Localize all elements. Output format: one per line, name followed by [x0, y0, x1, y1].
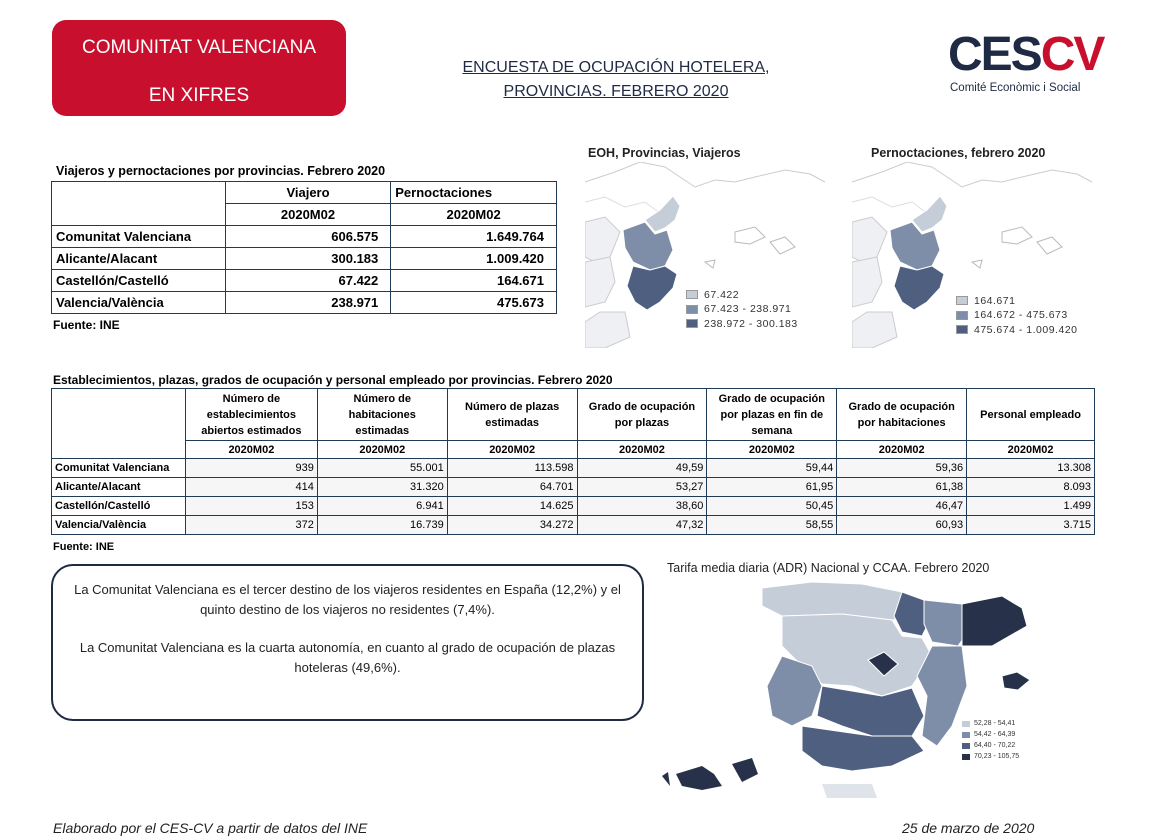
badge-line2: EN XIFRES: [148, 85, 250, 106]
map2-legend: [956, 294, 1078, 338]
column-header: Número de establecimientos abiertos estimados: [185, 389, 317, 441]
column-period: 2020M02: [707, 441, 837, 459]
logo-subtitle: Comité Econòmic i Social: [950, 82, 1081, 94]
header-viajero: Viajero: [225, 182, 391, 204]
highlight-paragraph-2: La Comunitat Valenciana es la cuarta autonomía, en cuanto al grado de ocupación de plazas hoteleras (49,6%).: [79, 640, 616, 675]
period-pernoctaciones: 2020M02: [391, 204, 557, 226]
period-viajero: 2020M02: [225, 204, 391, 226]
row-label: Comunitat Valenciana: [52, 226, 226, 248]
legend-item: 70,23 - 105,75: [974, 753, 1020, 760]
table-cell: 16.739: [317, 516, 447, 535]
table-row: [52, 248, 557, 270]
legend-item: 475.674 - 1.009.420: [974, 323, 1078, 336]
badge-line1: COMUNITAT VALENCIANA: [81, 37, 316, 58]
cell-viajeros: 300.183: [225, 248, 391, 270]
table1-source: Fuente: INE: [53, 318, 120, 332]
cell-pernoctaciones: 1.649.764: [391, 226, 557, 248]
table-cell: 59,44: [707, 459, 837, 478]
table2-title: Establecimientos, plazas, grados de ocupación y personal empleado por provincias. Febrero 2020: [53, 373, 613, 387]
cescv-logo: [948, 30, 1108, 100]
legend-item: 64,40 - 70,22: [974, 742, 1016, 749]
logo-cv: CV: [1040, 28, 1104, 81]
table-cell: 58,55: [707, 516, 837, 535]
legend-item: 54,42 - 64,39: [974, 731, 1016, 738]
row-label: Valencia/València: [52, 516, 186, 535]
table-row: [52, 478, 1095, 497]
row-label: Castellón/Castelló: [52, 497, 186, 516]
cell-viajeros: 238.971: [225, 292, 391, 314]
column-header: Grado de ocupación por plazas: [577, 389, 707, 441]
row-label: Comunitat Valenciana: [52, 459, 186, 478]
column-period: 2020M02: [317, 441, 447, 459]
table-cell: 13.308: [967, 459, 1095, 478]
highlight-paragraph-1: La Comunitat Valenciana es el tercer destino de los viajeros residentes en España (12,2%) y el quinto destino de los viajeros no residentes (7,4%).: [74, 582, 621, 617]
table-cell: 153: [185, 497, 317, 516]
title-line1: ENCUESTA DE OCUPACIÓN HOTELERA,: [462, 59, 770, 76]
legend-item: 67.423 - 238.971: [704, 303, 792, 315]
travellers-table: [51, 181, 557, 314]
cell-viajeros: 606.575: [225, 226, 391, 248]
table-row: [52, 497, 1095, 516]
column-header: Personal empleado: [967, 389, 1095, 441]
legend-item: 164.672 - 475.673: [974, 309, 1068, 321]
legend-item: 238.972 - 300.183: [704, 317, 798, 330]
adr-map-title: Tarifa media diaria (ADR) Nacional y CCAA. Febrero 2020: [667, 561, 990, 575]
table-cell: 414: [185, 478, 317, 497]
valencia-region: [890, 222, 940, 270]
column-header: Número de plazas estimadas: [447, 389, 577, 441]
column-header: Grado de ocupación por habitaciones: [837, 389, 967, 441]
legend-item: 52,28 - 54,41: [974, 720, 1016, 727]
map1-legend: [686, 288, 798, 332]
table-cell: 46,47: [837, 497, 967, 516]
table-cell: 8.093: [967, 478, 1095, 497]
cell-pernoctaciones: 475.673: [391, 292, 557, 314]
column-header: Número de habitaciones estimadas: [317, 389, 447, 441]
table-cell: 38,60: [577, 497, 707, 516]
map2-title: Pernoctaciones, febrero 2020: [871, 146, 1046, 160]
table-cell: 55.001: [317, 459, 447, 478]
header-pernoctaciones: Pernoctaciones: [391, 182, 557, 204]
adr-spain-map: [662, 576, 1072, 800]
table-cell: 372: [185, 516, 317, 535]
document-title: [396, 56, 836, 104]
legend-item: 67.422: [704, 288, 740, 301]
table-cell: 47,32: [577, 516, 707, 535]
table-cell: 6.941: [317, 497, 447, 516]
cell-pernoctaciones: 1.009.420: [391, 248, 557, 270]
table-cell: 49,59: [577, 459, 707, 478]
footer-date: 25 de marzo de 2020: [902, 820, 1035, 836]
table-cell: 53,27: [577, 478, 707, 497]
highlights-box: [51, 564, 644, 721]
castellon-region: [645, 196, 680, 232]
title-line2: PROVINCIAS. FEBRERO 2020: [503, 83, 729, 100]
column-period: 2020M02: [837, 441, 967, 459]
column-header: Grado de ocupación por plazas en fin de semana: [707, 389, 837, 441]
table-cell: 939: [185, 459, 317, 478]
table-cell: 50,45: [707, 497, 837, 516]
cell-viajeros: 67.422: [225, 270, 391, 292]
table1-corner: [52, 182, 226, 226]
cell-pernoctaciones: 164.671: [391, 270, 557, 292]
table-cell: 1.499: [967, 497, 1095, 516]
table-cell: 60,93: [837, 516, 967, 535]
row-label: Valencia/València: [52, 292, 226, 314]
alicante-region: [894, 266, 944, 310]
table-cell: 14.625: [447, 497, 577, 516]
table1-title: Viajeros y pernoctaciones por provincias. Febrero 2020: [56, 164, 386, 178]
castellon-region: [912, 196, 947, 232]
table2-source: Fuente: INE: [53, 541, 115, 553]
establishments-table: [51, 388, 1095, 535]
table-cell: 61,38: [837, 478, 967, 497]
table-cell: 61,95: [707, 478, 837, 497]
table-cell: 31.320: [317, 478, 447, 497]
table-cell: 113.598: [447, 459, 577, 478]
adr-map-legend: [962, 718, 1019, 762]
row-label: Alicante/Alacant: [52, 248, 226, 270]
footer-credit: Elaborado por el CES-CV a partir de datos del INE: [53, 820, 368, 836]
table2-corner: [52, 389, 186, 459]
column-period: 2020M02: [967, 441, 1095, 459]
row-label: Alicante/Alacant: [52, 478, 186, 497]
table-cell: 34.272: [447, 516, 577, 535]
column-period: 2020M02: [185, 441, 317, 459]
map1-title: EOH, Provincias, Viajeros: [588, 146, 741, 160]
table-cell: 64.701: [447, 478, 577, 497]
column-period: 2020M02: [577, 441, 707, 459]
logo-ces: CES: [948, 28, 1041, 81]
valencia-region: [623, 222, 673, 270]
table-cell: 3.715: [967, 516, 1095, 535]
legend-item: 164.671: [974, 294, 1016, 307]
alicante-region: [627, 266, 677, 310]
table-row: [52, 459, 1095, 478]
column-period: 2020M02: [447, 441, 577, 459]
table-row: [52, 516, 1095, 535]
table-row: [52, 292, 557, 314]
table-row: [52, 226, 557, 248]
table-cell: 59,36: [837, 459, 967, 478]
row-label: Castellón/Castelló: [52, 270, 226, 292]
table-row: [52, 270, 557, 292]
region-badge: [52, 20, 346, 116]
